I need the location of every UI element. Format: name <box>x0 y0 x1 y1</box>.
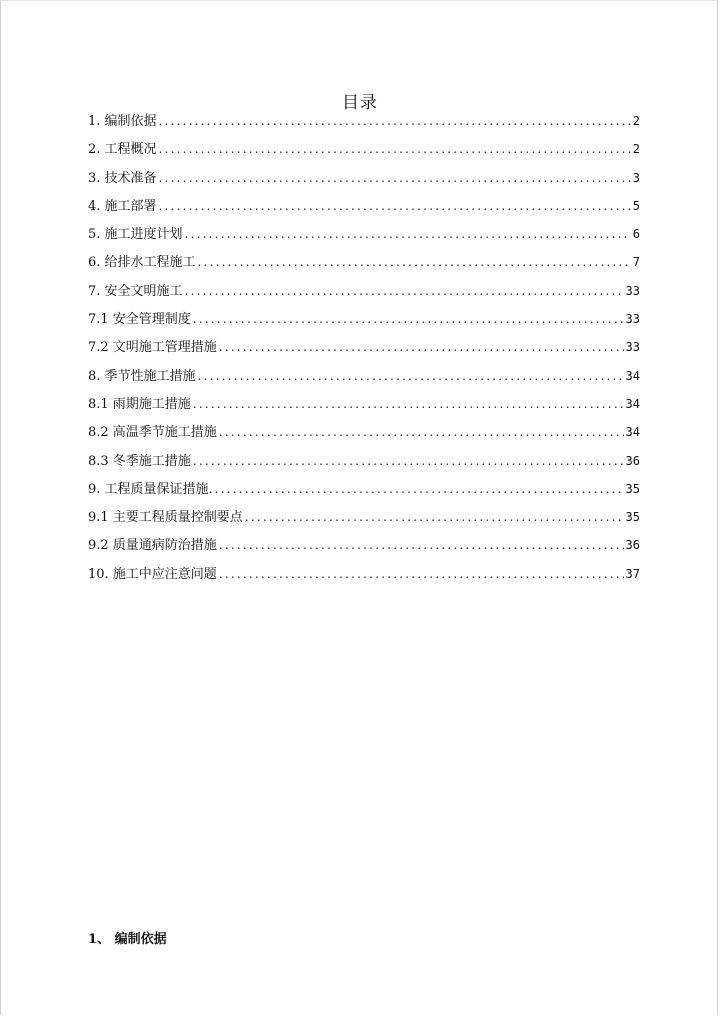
toc-entry-page: 6 <box>632 227 640 242</box>
toc-entry-page: 33 <box>625 340 640 355</box>
toc-entry[interactable] <box>88 251 640 279</box>
toc-entry-page: 33 <box>625 283 640 298</box>
toc-entry-page: 35 <box>625 510 640 525</box>
toc-entry-label: 10. 施工中应注意问题 <box>88 566 217 582</box>
toc-dot-leader <box>159 195 631 217</box>
toc-entry-label: 9. 工程质量保证措施. <box>88 481 213 497</box>
toc-entry-label: 1. 编制依据 <box>88 114 157 129</box>
section-heading: 1、 编制依据 <box>88 932 167 947</box>
toc-entry-label: 7.1 安全管理制度 <box>88 312 191 328</box>
toc-entry-page: 5 <box>632 198 640 213</box>
toc-entry-label: 8.1 雨期施工措施 <box>88 396 191 412</box>
toc-entry-label: 4. 施工部署 <box>88 198 157 214</box>
toc-dot-leader <box>193 393 624 415</box>
toc-entry[interactable] <box>88 478 640 506</box>
toc-entry-page: 34 <box>625 396 640 411</box>
table-of-contents <box>88 110 640 591</box>
toc-entry-page: 3 <box>632 170 640 185</box>
toc-entry[interactable] <box>88 195 640 223</box>
toc-entry[interactable] <box>88 534 640 562</box>
toc-entry[interactable] <box>88 506 640 534</box>
toc-entry-label: 7. 安全文明施工 <box>88 283 183 299</box>
toc-entry-page: 37 <box>625 566 640 581</box>
toc-entry-label: 7.2 文明施工管理措施 <box>88 340 217 356</box>
toc-dot-leader <box>185 223 631 245</box>
toc-entry[interactable] <box>88 308 640 336</box>
toc-dot-leader <box>219 534 624 556</box>
toc-entry-page: 2 <box>632 114 640 128</box>
toc-entry-page: 36 <box>625 453 640 468</box>
toc-entry-label: 2. 工程概况 <box>88 142 157 158</box>
toc-entry-label: 9.1 主要工程质量控制要点 <box>88 510 243 526</box>
toc-entry-label: 8.3 冬季施工措施 <box>88 453 191 469</box>
toc-entry[interactable] <box>88 110 640 138</box>
toc-entry-page: 35 <box>625 481 640 496</box>
toc-entry-label: 3. 技术准备 <box>88 170 157 186</box>
toc-dot-leader <box>219 563 624 585</box>
toc-dot-leader <box>198 251 631 273</box>
toc-entry[interactable] <box>88 167 640 195</box>
toc-dot-leader <box>219 421 624 443</box>
toc-dot-leader <box>159 138 631 160</box>
toc-entry-label: 5. 施工进度计划 <box>88 227 183 243</box>
toc-entry-page: 7 <box>632 255 640 270</box>
toc-dot-leader <box>159 110 631 132</box>
toc-entry-page: 34 <box>625 368 640 383</box>
toc-entry-page: 2 <box>632 142 640 157</box>
toc-entry-label: 6. 给排水工程施工 <box>88 255 196 271</box>
toc-entry-page: 33 <box>625 312 640 327</box>
toc-entry[interactable] <box>88 421 640 449</box>
toc-entry[interactable] <box>88 563 640 591</box>
toc-dot-leader <box>245 506 624 528</box>
toc-entry[interactable] <box>88 336 640 364</box>
toc-entry[interactable] <box>88 223 640 251</box>
toc-title: 目录 <box>342 93 378 113</box>
toc-dot-leader <box>159 167 631 189</box>
toc-entry-page: 34 <box>625 425 640 440</box>
toc-entry-page: 36 <box>625 538 640 553</box>
toc-dot-leader <box>193 450 624 472</box>
toc-entry-label: 8.2 高温季节施工措施 <box>88 425 217 441</box>
toc-dot-leader <box>193 308 624 330</box>
toc-dot-leader <box>198 365 624 387</box>
toc-dot-leader <box>219 336 624 358</box>
toc-dot-leader <box>215 478 624 500</box>
toc-entry[interactable] <box>88 280 640 308</box>
toc-entry[interactable] <box>88 138 640 166</box>
toc-entry-label: 9.2 质量通病防治措施 <box>88 538 217 554</box>
toc-entry[interactable] <box>88 393 640 421</box>
toc-entry[interactable] <box>88 365 640 393</box>
toc-dot-leader <box>185 280 624 302</box>
toc-entry[interactable] <box>88 450 640 478</box>
toc-entry-label: 8. 季节性施工措施 <box>88 368 196 384</box>
